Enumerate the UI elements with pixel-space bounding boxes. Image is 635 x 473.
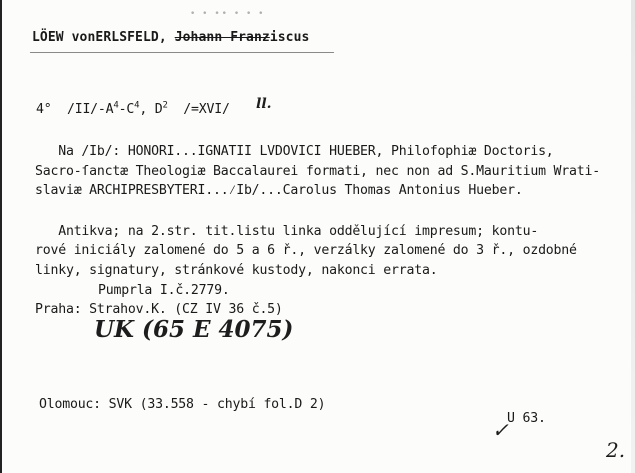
heading-rule [30,52,334,53]
collation-part1: /II/-A [66,102,114,117]
collation-part1-sup: 4 [113,100,119,111]
heading-latin-suffix: iscus [269,30,310,45]
collation-part2: -C [118,102,135,117]
title-line-3: slaviæ ARCHIPRESBYTERI...⁄Ib/...Carolus Thomas Antonius Hueber. [35,183,523,198]
card-edge [631,0,635,473]
hand-shelfmark: UK (65 E 4075) [94,316,294,343]
description-line-3: linky, signatury, stránkové kustody, nakonci errata. [35,263,438,278]
description-line-1: Antikva; na 2.str. tit.listu linka oddělující impresum; kontu- [35,224,539,239]
description-line-2: rové iniciály zalomené do 5 a 6 ř., verzálky zalomené do 3 ř., ozdobné [35,243,577,258]
bibliographic-reference: Pumprla I.č.2779. [98,283,230,298]
shelf-code: U 63. [507,411,546,426]
collation-format: 4° [36,102,52,117]
collation-part4: /=XVI/ [183,102,230,117]
card-heading [32,30,309,46]
hand-collation-mark: ll. [256,96,272,112]
hand-page-number: 2. [606,438,626,462]
collation-line [36,102,230,118]
title-line-1: Na /Ib/: HONORI...IGNATII LVDOVICI HUEBER, Philofophiæ Doctoris, [35,144,554,159]
hand-check-icon: ✓ [492,418,509,442]
collation-part2-sup: 4 [134,100,140,111]
title-line-2: Sacro-ſanctæ Theologiæ Baccalaurei formati, nec non ad S.Mauritium Wrati- [35,164,600,179]
heading-surname: LÖEW vonERLSFELD, [32,30,167,45]
collation-part3-sup: 2 [162,100,168,111]
heading-given-names: Johann Franz [174,30,270,45]
faint-top-marks: • • •• • • • [190,9,266,19]
holdings-praha: Praha: Strahov.K. (CZ IV 36 č.5) [35,302,283,317]
collation-part3: , D [139,102,163,117]
holdings-olomouc: Olomouc: SVK (33.558 - chybí fol.D 2) [39,397,326,412]
